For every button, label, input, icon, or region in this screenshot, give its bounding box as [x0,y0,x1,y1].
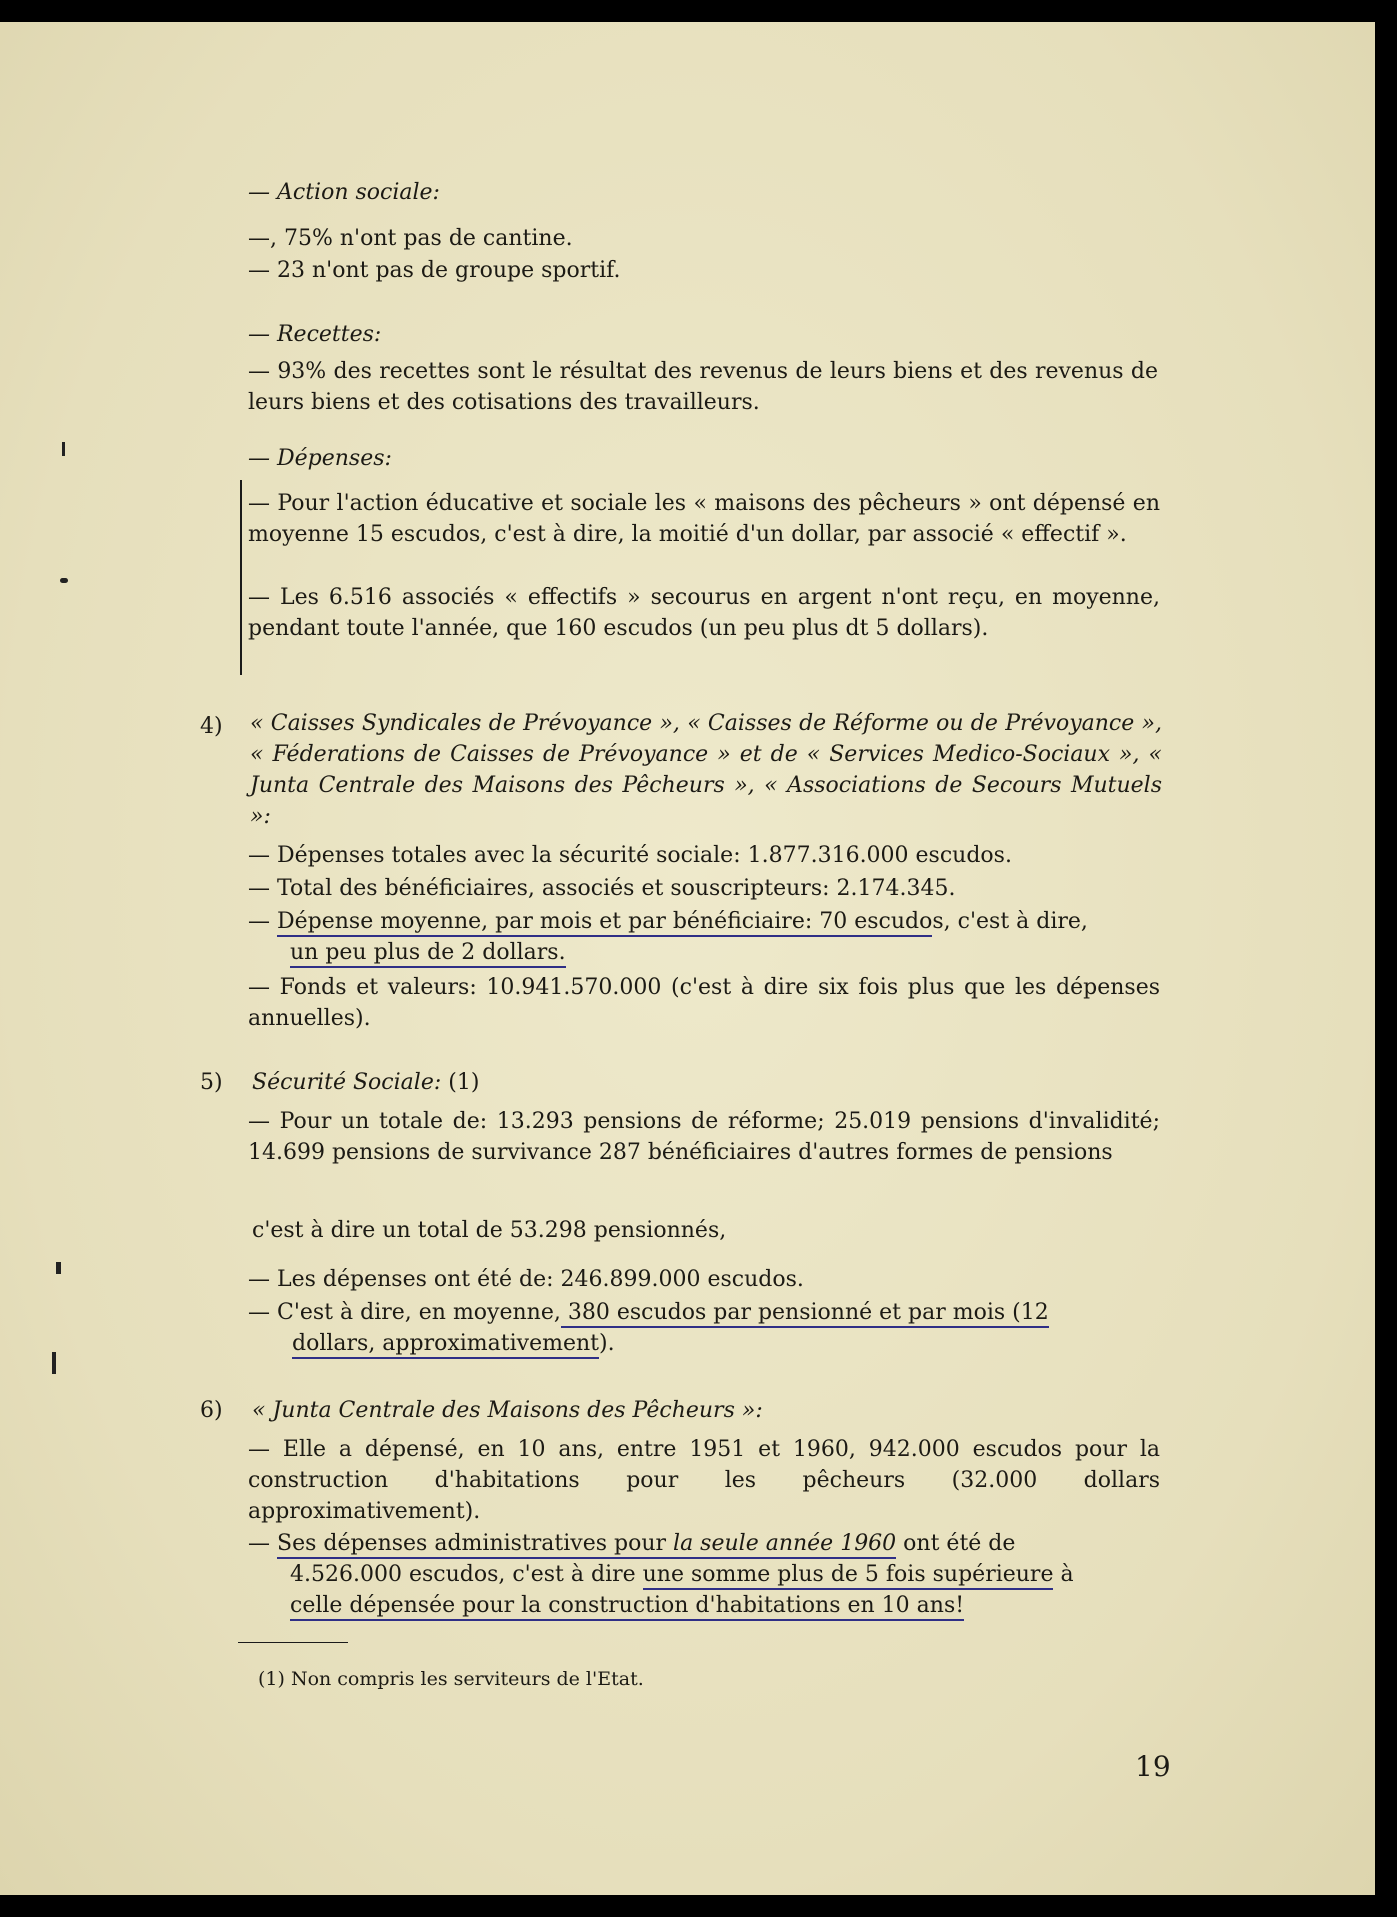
section-6-item-1: — Elle a dépensé, en 10 ans, entre 1951 et 1960, 942.000 escudos pour la construction d'habitations pour les pêcheurs (32.000 dollars approximativement). [248,1437,1160,1524]
section-5-item-3: — C'est à dire, en moyenne, 380 escudos par pensionné et par mois (12 [248,1297,1160,1328]
depenses-item-1: — Pour l'action éducative et sociale les « maisons des pêcheurs » ont dépensé en moyenne 15 escudos, c'est à dire, la moitié d'un dollar, par associé « effectif ». [248,491,1160,547]
section-4-item-1: — Dépenses totales avec la sécurité sociale: 1.877.316.000 escudos. [248,843,1012,868]
section-5-heading: Sécurité Sociale: (1) [252,1070,480,1095]
depenses-heading: — Dépenses: [248,446,392,471]
recettes-heading: — Recettes: [248,322,382,347]
binding-mark [56,1262,61,1274]
section-4-item-4: — Fonds et valeurs: 10.941.570.000 (c'est à dire six fois plus que les dépenses annuelles). [248,975,1160,1031]
footnote-rule [238,1642,348,1643]
section-5-item-1: — Pour un totale de: 13.293 pensions de réforme; 25.019 pensions d'invalidité; 14.699 pensions de survivance 287 bénéficiaires d'autres formes de pensions [248,1109,1160,1165]
section-4-item-3-underlined: Dépense moyenne, par mois et par bénéficiaire: 70 escudo [277,909,932,937]
action-sociale-item-2: — 23 n'ont pas de groupe sportif. [248,258,621,283]
section-5-number: 5) [200,1070,223,1095]
section-5-item-2: — Les dépenses ont été de: 246.899.000 escudos. [248,1267,804,1292]
binding-mark [62,442,65,456]
section-4-item-2: — Total des bénéficiaires, associés et souscripteurs: 2.174.345. [248,876,956,901]
section-6-item-2-line3: celle dépensée pour la construction d'habitations en 10 ans! [290,1590,964,1621]
section-6-number: 6) [200,1398,223,1423]
binding-mark [52,1352,56,1374]
recettes-item-1: — 93% des recettes sont le résultat des revenus de leurs biens et des revenus de leurs biens et des cotisations des travailleurs. [248,359,1158,415]
footnote: (1) Non compris les serviteurs de l'Etat. [258,1668,644,1690]
section-4-number: 4) [200,714,223,739]
section-4-item-3: — Dépense moyenne, par mois et par bénéficiaire: 70 escudos, c'est à dire, [248,906,1160,937]
page-number: 19 [1135,1750,1171,1783]
section-6-item-2: — Ses dépenses administratives pour la seule année 1960 ont été de [248,1528,1160,1559]
section-5-item-3-line2: dollars, approximativement). [292,1328,615,1359]
margin-bracket [240,480,242,675]
section-4-item-3-line2: un peu plus de 2 dollars. [290,937,566,968]
section-5-total: c'est à dire un total de 53.298 pensionnés, [252,1218,727,1243]
section-6-heading: « Junta Centrale des Maisons des Pêcheurs »: [252,1398,763,1423]
action-sociale-heading: — Action sociale: [248,180,440,205]
action-sociale-item-1: —, 75% n'ont pas de cantine. [248,226,573,251]
section-6-item-2-line2: 4.526.000 escudos, c'est à dire une somme plus de 5 fois supérieure à [290,1559,1074,1590]
depenses-item-2: — Les 6.516 associés « effectifs » secourus en argent n'ont reçu, en moyenne, pendant toute l'année, que 160 escudos (un peu plus dt 5 dollars). [248,585,1160,641]
document-page [0,22,1375,1895]
section-4-heading: « Caisses Syndicales de Prévoyance », « Caisses de Réforme ou de Prévoyance », « Féderations de Caisses de Prévoyance » et de « Services Medico-Sociaux », « Junta Centrale des Maisons des Pêcheurs », « Associations de Secours Mutuels »: [250,711,1162,829]
binding-mark [60,578,68,583]
